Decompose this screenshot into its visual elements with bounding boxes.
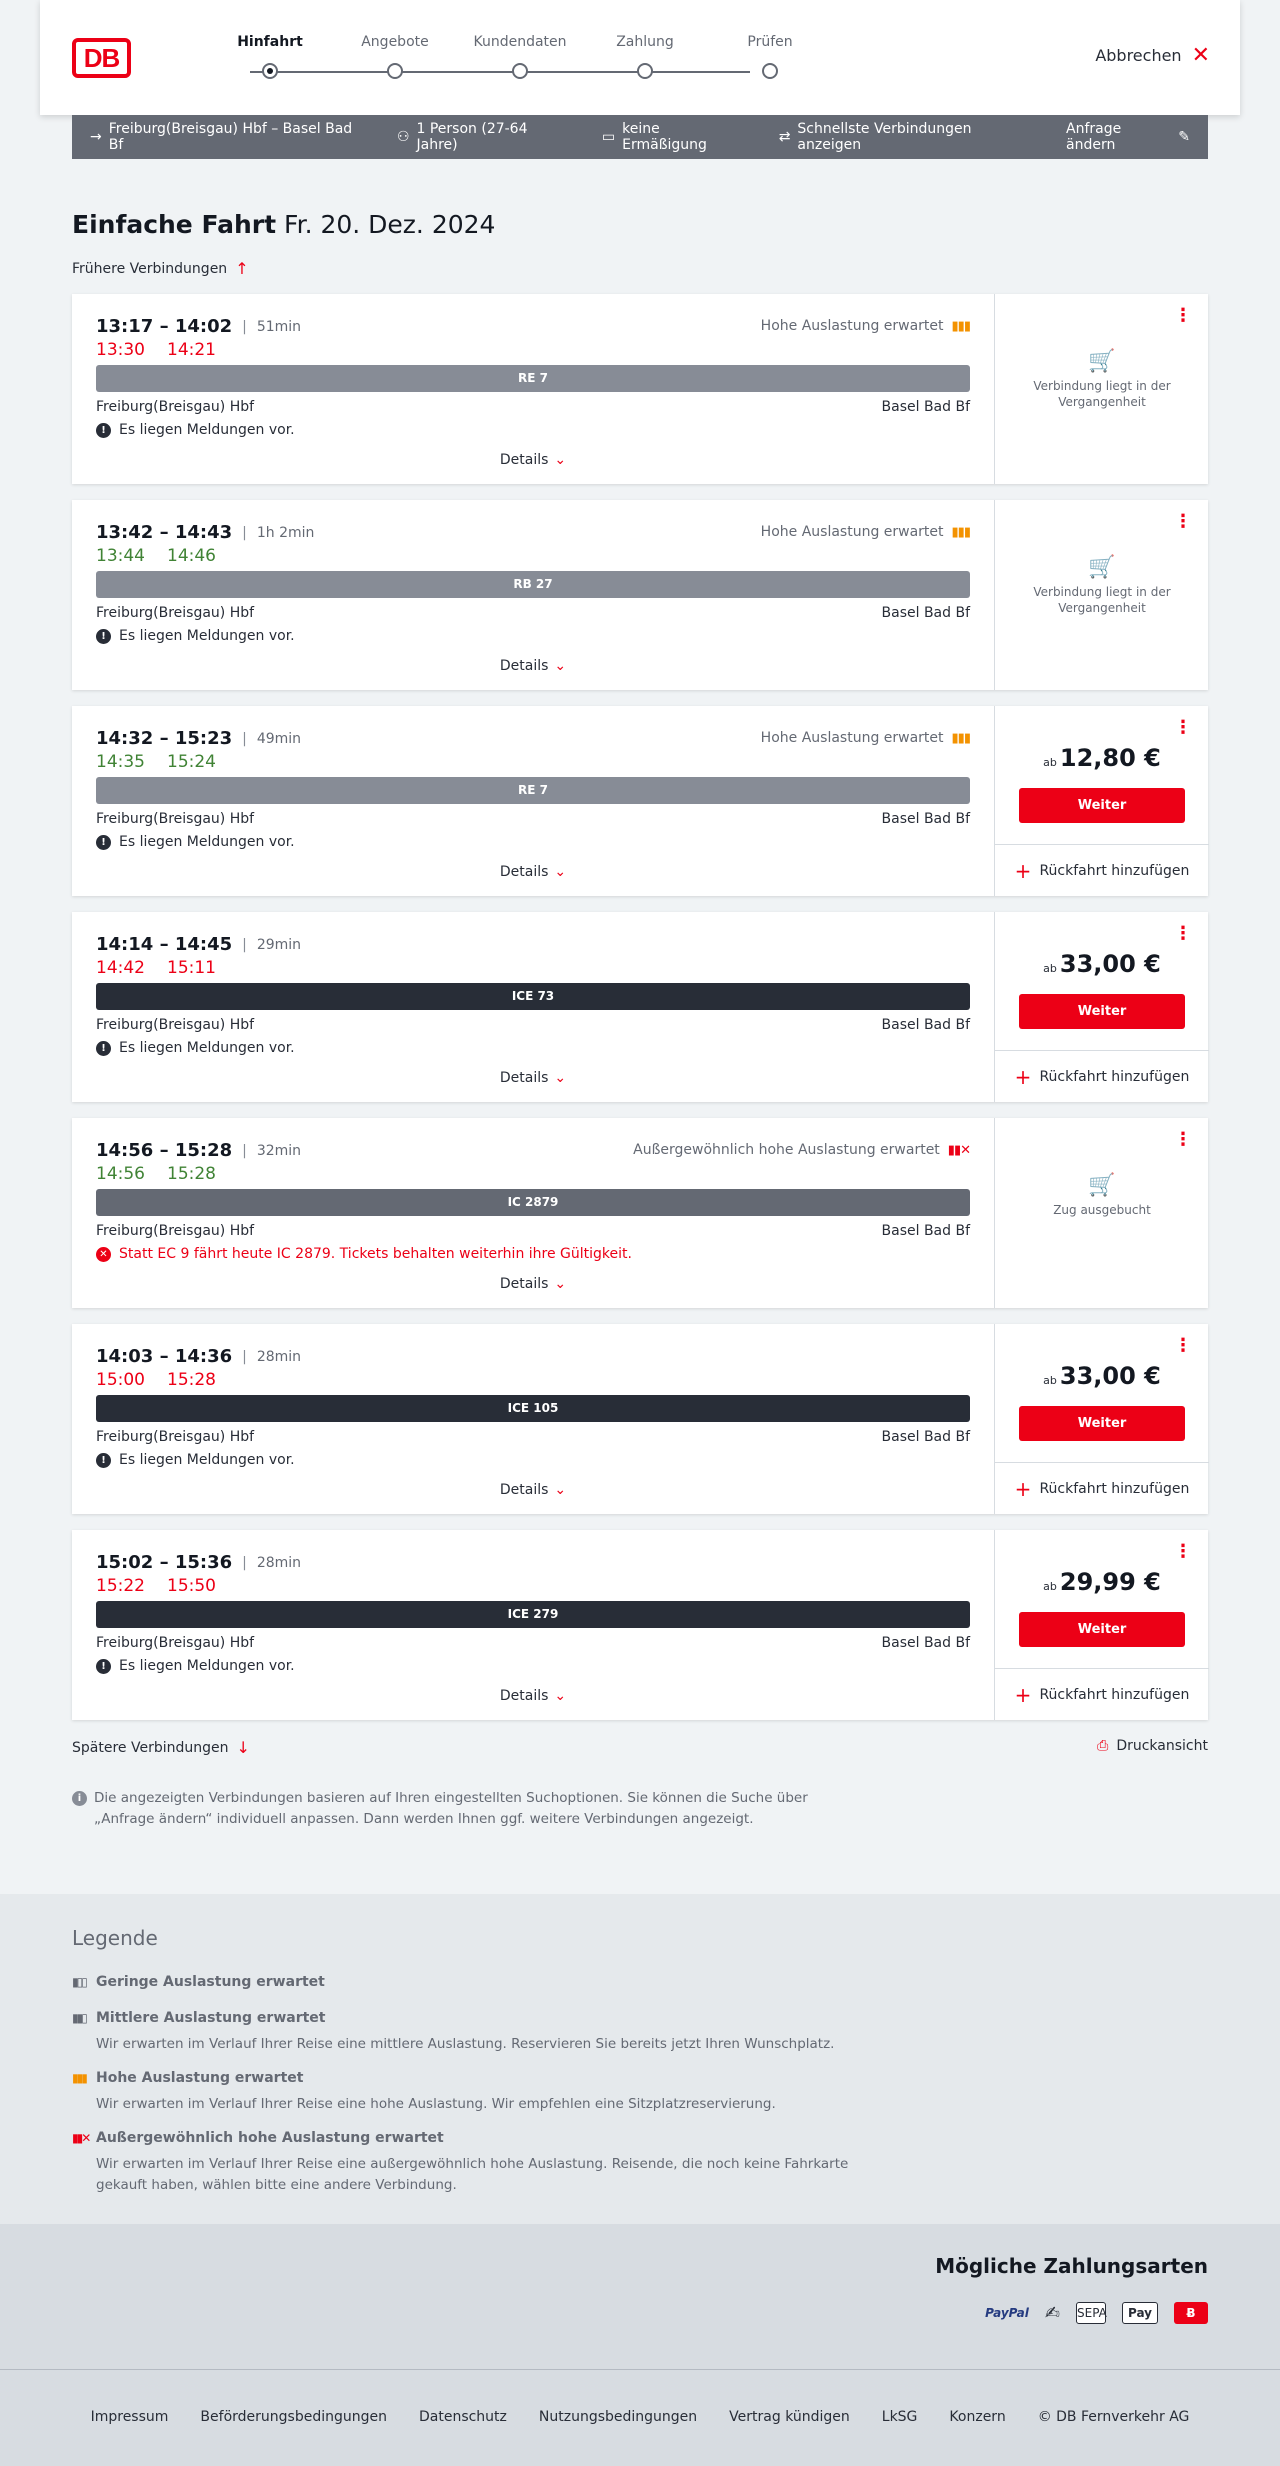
price-prefix: ab	[1043, 1374, 1057, 1387]
unavailable-text: Verbindung liegt in der Vergangenheit	[1033, 379, 1171, 409]
traveller-summary	[397, 121, 568, 153]
details-label: Details	[499, 1482, 549, 1498]
alert-icon: !	[96, 1453, 111, 1468]
destination-station: Basel Bad Bf	[881, 1429, 970, 1445]
destination-station: Basel Bad Bf	[881, 1223, 970, 1239]
scheduled-times	[96, 728, 301, 749]
connection-card	[72, 912, 1208, 1102]
add-return-label: Rückfahrt hinzufügen	[1039, 1480, 1190, 1497]
scheduled-time-range: 13:42 – 14:43	[96, 522, 233, 543]
connection-info	[72, 706, 994, 896]
occupancy-indicator	[761, 318, 970, 334]
chevron-down-icon: ⌄	[554, 864, 567, 880]
occupancy-extreme-icon: ▮▮✕	[947, 1142, 970, 1158]
add-return-button[interactable]	[995, 1462, 1209, 1514]
scheduled-time-range: 14:14 – 14:45	[96, 934, 233, 955]
step-label: Kundendaten	[473, 34, 567, 50]
more-options-icon[interactable]: ⋮	[1174, 1541, 1192, 1562]
occupancy-text: Hohe Auslastung erwartet	[760, 730, 944, 746]
search-summary-bar	[72, 115, 1208, 159]
offer-panel	[994, 912, 1208, 1102]
pencil-icon: ✎	[1178, 129, 1190, 145]
step-label: Prüfen	[747, 34, 793, 50]
chevron-down-icon: ⌄	[554, 658, 567, 674]
plus-icon: +	[1014, 858, 1032, 883]
plus-icon: +	[1014, 1476, 1032, 1501]
connection-card	[72, 500, 1208, 690]
details-label: Details	[499, 1070, 549, 1086]
step-angebote	[335, 34, 455, 54]
scheduled-times	[96, 1140, 301, 1161]
offer-panel	[994, 1324, 1208, 1514]
realtime-times	[96, 1370, 216, 1390]
fastest-text: Schnellste Verbindungen anzeigen	[797, 121, 972, 153]
details-toggle[interactable]	[72, 1482, 994, 1498]
realtime-departure: 14:42	[96, 958, 145, 978]
connection-info	[72, 294, 994, 484]
legend-title: Legende	[72, 1926, 158, 1950]
legend-item-desc: Wir erwarten im Verlauf Ihrer Reise eine außergewöhnlich hohe Auslastung. Reisende, die noch keine Fahrkarte gekauft haben, wählen bitte eine andere Verbindung.	[96, 2156, 849, 2193]
message-text: Es liegen Meldungen vor.	[119, 834, 295, 850]
step-dot	[762, 63, 778, 79]
legend-item-low	[72, 1974, 852, 1990]
unavailable-note	[995, 555, 1209, 616]
paypal-icon: PayPal	[985, 2306, 1029, 2320]
connection-message	[96, 1658, 295, 1674]
destination-station: Basel Bad Bf	[881, 1017, 970, 1033]
occupancy-indicator	[761, 524, 970, 540]
details-toggle[interactable]	[72, 658, 994, 674]
price-prefix: ab	[1043, 962, 1057, 975]
more-options-icon[interactable]: ⋮	[1174, 305, 1192, 326]
footer-link[interactable]: Impressum	[90, 2409, 169, 2425]
legend	[0, 1894, 1280, 2224]
occupancy-indicator	[633, 1142, 970, 1158]
more-options-icon[interactable]: ⋮	[1174, 511, 1192, 532]
apple-pay-icon: Pay	[1122, 2302, 1158, 2324]
scheduled-times	[96, 1346, 301, 1367]
connection-message	[96, 628, 295, 644]
footer-link[interactable]: Nutzungsbedingungen	[538, 2409, 698, 2425]
stations	[96, 1017, 970, 1033]
price	[995, 1362, 1209, 1390]
add-return-button[interactable]	[995, 1668, 1209, 1720]
stations	[96, 1429, 970, 1445]
destination-station: Basel Bad Bf	[881, 1635, 970, 1651]
later-label: Spätere Verbindungen	[72, 1739, 229, 1756]
footer-links	[0, 2409, 1280, 2425]
details-label: Details	[499, 1688, 549, 1704]
occupancy-text: Hohe Auslastung erwartet	[760, 318, 944, 334]
train-bar: ICE 279	[96, 1601, 970, 1628]
step-hinfahrt	[210, 34, 330, 54]
connection-card	[72, 1530, 1208, 1720]
message-text: Es liegen Meldungen vor.	[119, 1040, 295, 1056]
chevron-down-icon: ⌄	[554, 1070, 567, 1086]
offer-panel	[994, 706, 1208, 896]
traveller-text: 1 Person (27-64 Jahre)	[416, 121, 528, 153]
stations	[96, 811, 970, 827]
scheduled-time-range: 15:02 – 15:36	[96, 1552, 233, 1573]
footer-link[interactable]: Vertrag kündigen	[729, 2409, 850, 2425]
step-label: Zahlung	[616, 34, 674, 50]
realtime-times	[96, 340, 216, 360]
price-prefix: ab	[1043, 1580, 1057, 1593]
offer-panel	[994, 294, 1208, 484]
later-connections-link[interactable]	[72, 1738, 250, 1757]
legend-item-desc: Wir erwarten im Verlauf Ihrer Reise eine hohe Auslastung. Wir empfehlen eine Sitzplatzreservierung.	[96, 2096, 776, 2112]
origin-station: Freiburg(Breisgau) Hbf	[96, 399, 255, 415]
scheduled-times	[96, 1552, 301, 1573]
realtime-arrival: 15:28	[167, 1370, 216, 1390]
scheduled-times	[96, 522, 314, 543]
price-value: 33,00 €	[1059, 1362, 1161, 1390]
occupancy-medium-icon: ▮▮▯	[72, 2011, 86, 2025]
stations	[96, 399, 970, 415]
details-toggle[interactable]	[72, 864, 994, 880]
connection-info	[72, 1324, 994, 1514]
scheduled-times	[96, 316, 301, 337]
price-value: 12,80 €	[1059, 744, 1161, 772]
scheduled-time-range: 13:17 – 14:02	[96, 316, 233, 337]
connection-message	[96, 1246, 632, 1262]
progress-steps	[210, 34, 810, 84]
more-options-icon[interactable]: ⋮	[1174, 923, 1192, 944]
stations	[96, 605, 970, 621]
offer-panel	[994, 500, 1208, 690]
progress-line	[250, 71, 750, 73]
divider: |	[242, 1142, 247, 1159]
footer-link[interactable]: LkSG	[881, 2409, 918, 2425]
realtime-departure: 14:56	[96, 1164, 145, 1184]
edit-request-label: Anfrage ändern	[1066, 121, 1122, 153]
details-toggle[interactable]	[72, 1276, 994, 1292]
stations	[96, 1635, 970, 1651]
step-label: Hinfahrt	[237, 34, 303, 50]
divider: |	[242, 524, 247, 541]
step-dot	[387, 63, 403, 79]
step-dot	[262, 63, 278, 79]
scheduled-time-range: 14:03 – 14:36	[96, 1346, 233, 1367]
plus-icon: +	[1014, 1682, 1032, 1707]
cart-unavailable-icon: 🛒	[1088, 1173, 1116, 1198]
discount-text: keine Ermäßigung	[622, 121, 707, 153]
realtime-times	[96, 546, 216, 566]
message-text: Es liegen Meldungen vor.	[119, 1452, 295, 1468]
unavailable-note	[995, 349, 1209, 410]
realtime-arrival: 15:24	[167, 752, 216, 772]
origin-station: Freiburg(Breisgau) Hbf	[96, 1223, 255, 1239]
footer-link[interactable]: Beförderungsbedingungen	[200, 2409, 387, 2425]
credit-card-icon: ✍	[1044, 2302, 1060, 2324]
scheduled-time-range: 14:32 – 15:23	[96, 728, 233, 749]
train-bar: ICE 73	[96, 983, 970, 1010]
continue-button[interactable]: Weiter	[1019, 1406, 1185, 1441]
occupancy-indicator	[761, 730, 970, 746]
origin-station: Freiburg(Breisgau) Hbf	[96, 1635, 255, 1651]
footer	[0, 2369, 1280, 2466]
realtime-departure: 14:35	[96, 752, 145, 772]
realtime-times	[96, 958, 216, 978]
step-label: Angebote	[361, 34, 429, 50]
step-dot	[637, 63, 653, 79]
legend-item-title: Außergewöhnlich hohe Auslastung erwartet	[96, 2130, 444, 2146]
more-options-icon[interactable]: ⋮	[1174, 717, 1192, 738]
edit-request-button[interactable]	[1066, 121, 1190, 153]
close-icon: ✕	[1191, 42, 1210, 68]
connection-message	[96, 1452, 295, 1468]
price-value: 29,99 €	[1059, 1568, 1161, 1596]
price	[995, 744, 1209, 772]
add-return-button[interactable]	[995, 844, 1209, 896]
swap-icon: ⇄	[778, 129, 791, 145]
unavailable-text: Verbindung liegt in der Vergangenheit	[1033, 585, 1171, 615]
divider: |	[242, 730, 247, 747]
duration: 32min	[256, 1142, 302, 1159]
offer-panel	[994, 1118, 1208, 1308]
legend-head	[72, 2070, 852, 2086]
arrow-down-icon: ↓	[236, 1738, 250, 1757]
card-icon: ▭	[601, 129, 616, 145]
duration: 28min	[256, 1554, 302, 1571]
add-return-label: Rückfahrt hinzufügen	[1039, 1068, 1190, 1085]
info-icon: i	[72, 1791, 87, 1806]
header	[40, 0, 1240, 115]
origin-station: Freiburg(Breisgau) Hbf	[96, 605, 255, 621]
realtime-departure: 15:00	[96, 1370, 145, 1390]
train-bar: ICE 105	[96, 1395, 970, 1422]
connection-card	[72, 294, 1208, 484]
duration: 49min	[256, 730, 302, 747]
payment-title: Mögliche Zahlungsarten	[935, 2254, 1208, 2278]
realtime-departure: 13:44	[96, 546, 145, 566]
price-value: 33,00 €	[1059, 950, 1161, 978]
chevron-down-icon: ⌄	[554, 452, 567, 468]
footer-link[interactable]: Datenschutz	[418, 2409, 507, 2425]
price	[995, 1568, 1209, 1596]
occupancy-text: Hohe Auslastung erwartet	[760, 524, 944, 540]
legend-item-medium	[72, 2010, 852, 2055]
origin-station: Freiburg(Breisgau) Hbf	[96, 811, 255, 827]
destination-station: Basel Bad Bf	[881, 811, 970, 827]
alert-icon: !	[96, 1659, 111, 1674]
step-dot	[512, 63, 528, 79]
realtime-times	[96, 1164, 216, 1184]
legend-head	[72, 2010, 852, 2026]
connection-card	[72, 1324, 1208, 1514]
realtime-arrival: 15:11	[167, 958, 216, 978]
price	[995, 950, 1209, 978]
earlier-connections-link[interactable]	[72, 259, 249, 278]
connection-message	[96, 834, 295, 850]
route-text: Freiburg(Breisgau) Hbf – Basel Bad Bf	[108, 121, 353, 153]
duration: 28min	[256, 1348, 302, 1365]
duration: 29min	[256, 936, 302, 953]
alert-icon: !	[96, 423, 111, 438]
legend-item-extreme	[72, 2130, 852, 2196]
details-toggle[interactable]	[72, 1070, 994, 1086]
details-label: Details	[499, 658, 549, 674]
connection-info	[72, 1118, 994, 1308]
step-pruefen	[710, 34, 830, 54]
details-toggle[interactable]	[72, 452, 994, 468]
realtime-arrival: 14:21	[167, 340, 216, 360]
legend-item-title: Hohe Auslastung erwartet	[96, 2070, 304, 2086]
details-label: Details	[499, 452, 549, 468]
connection-info	[72, 912, 994, 1102]
connection-info	[72, 500, 994, 690]
occupancy-high-icon: ▮▮▮	[951, 318, 970, 334]
payment-icons	[985, 2302, 1208, 2324]
connection-card	[72, 1118, 1208, 1308]
origin-station: Freiburg(Breisgau) Hbf	[96, 1429, 255, 1445]
occupancy-low-icon: ▮▯▯	[72, 1975, 86, 1989]
add-return-label: Rückfahrt hinzufügen	[1039, 862, 1190, 879]
cancel-button[interactable]	[1095, 42, 1210, 68]
details-label: Details	[499, 864, 549, 880]
scheduled-time-range: 14:56 – 15:28	[96, 1140, 233, 1161]
train-bar: RE 7	[96, 777, 970, 804]
price-prefix: ab	[1043, 756, 1057, 769]
realtime-times	[96, 1576, 216, 1596]
printer-icon: ⎙	[1097, 1738, 1109, 1754]
route-summary	[90, 121, 363, 153]
cart-unavailable-icon: 🛒	[1088, 349, 1116, 374]
db-logo[interactable]: DB	[72, 38, 131, 78]
legend-item-desc: Wir erwarten im Verlauf Ihrer Reise eine mittlere Auslastung. Reservieren Sie bereits jetzt Ihren Wunschplatz.	[96, 2036, 835, 2052]
scheduled-times	[96, 934, 301, 955]
unavailable-text: Zug ausgebucht	[1053, 1203, 1151, 1217]
connection-card	[72, 706, 1208, 896]
details-toggle[interactable]	[72, 1688, 994, 1704]
realtime-arrival: 15:50	[167, 1576, 216, 1596]
connection-message	[96, 1040, 295, 1056]
divider: |	[242, 936, 247, 953]
realtime-arrival: 15:28	[167, 1164, 216, 1184]
occupancy-high-icon: ▮▮▮	[951, 730, 970, 746]
legend-item-title: Mittlere Auslastung erwartet	[96, 2010, 326, 2026]
print-view-link[interactable]	[1097, 1738, 1208, 1754]
train-bar: RE 7	[96, 365, 970, 392]
divider: |	[242, 318, 247, 335]
footer-link: © DB Fernverkehr AG	[1037, 2409, 1190, 2425]
details-label: Details	[499, 1276, 549, 1292]
realtime-times	[96, 752, 216, 772]
arrow-right-icon: →	[90, 129, 102, 145]
occupancy-extreme-icon: ▮▮✕	[72, 2131, 90, 2145]
occupancy-high-icon: ▮▮▮	[951, 524, 970, 540]
legend-item-title: Geringe Auslastung erwartet	[96, 1974, 325, 1990]
fastest-option	[779, 121, 1032, 153]
more-options-icon[interactable]: ⋮	[1174, 1335, 1192, 1356]
connection-info	[72, 1530, 994, 1720]
divider: |	[242, 1348, 247, 1365]
error-icon: ✕	[96, 1247, 111, 1262]
divider: |	[242, 1554, 247, 1571]
person-icon: ⚇	[396, 129, 410, 145]
step-kundendaten	[460, 34, 580, 54]
destination-station: Basel Bad Bf	[881, 399, 970, 415]
realtime-departure: 13:30	[96, 340, 145, 360]
train-bar: IC 2879	[96, 1189, 970, 1216]
destination-station: Basel Bad Bf	[881, 605, 970, 621]
message-text: Es liegen Meldungen vor.	[119, 422, 295, 438]
legend-head	[72, 1974, 852, 1990]
message-text: Statt EC 9 fährt heute IC 2879. Tickets behalten weiterhin ihre Gültigkeit.	[119, 1246, 632, 1262]
chevron-down-icon: ⌄	[554, 1276, 567, 1292]
stations	[96, 1223, 970, 1239]
chevron-down-icon: ⌄	[554, 1482, 567, 1498]
print-label: Druckansicht	[1116, 1738, 1208, 1754]
unavailable-note	[995, 1173, 1209, 1218]
add-return-button[interactable]	[995, 1050, 1209, 1102]
chevron-down-icon: ⌄	[554, 1688, 567, 1704]
continue-button[interactable]: Weiter	[1019, 788, 1185, 823]
occupancy-text: Außergewöhnlich hohe Auslastung erwartet	[633, 1142, 940, 1158]
duration: 1h 2min	[256, 524, 315, 541]
page-title	[72, 210, 495, 239]
occupancy-high-icon: ▮▮▮	[72, 2071, 86, 2085]
cart-unavailable-icon: 🛒	[1088, 555, 1116, 580]
add-return-label: Rückfahrt hinzufügen	[1039, 1686, 1190, 1703]
cancel-label: Abbrechen	[1095, 46, 1182, 65]
note-text: Die angezeigten Verbindungen basieren auf Ihren eingestellten Suchoptionen. Sie können die Suche über „Anfrage ändern“ individuell anpassen. Dann werden Ihnen ggf. weitere Verbindungen angezeigt.	[94, 1790, 808, 1827]
message-text: Es liegen Meldungen vor.	[119, 1658, 295, 1674]
realtime-departure: 15:22	[96, 1576, 145, 1596]
more-options-icon[interactable]: ⋮	[1174, 1129, 1192, 1150]
step-zahlung	[585, 34, 705, 54]
db-pay-icon: Ƀ	[1174, 2302, 1208, 2324]
trip-type: Einfache Fahrt	[72, 210, 277, 239]
train-bar: RB 27	[96, 571, 970, 598]
alert-icon: !	[96, 1041, 111, 1056]
duration: 51min	[256, 318, 302, 335]
earlier-label: Frühere Verbindungen	[72, 260, 228, 277]
connection-message	[96, 422, 295, 438]
legend-head	[72, 2130, 852, 2146]
trip-date: Fr. 20. Dez. 2024	[284, 210, 496, 239]
sepa-icon: SEPA	[1076, 2302, 1106, 2324]
offer-panel	[994, 1530, 1208, 1720]
origin-station: Freiburg(Breisgau) Hbf	[96, 1017, 255, 1033]
plus-icon: +	[1014, 1064, 1032, 1089]
footer-link[interactable]: Konzern	[949, 2409, 1006, 2425]
arrow-up-icon: ↑	[235, 259, 249, 278]
legend-item-high	[72, 2070, 852, 2115]
continue-button[interactable]: Weiter	[1019, 1612, 1185, 1647]
realtime-arrival: 14:46	[167, 546, 216, 566]
continue-button[interactable]: Weiter	[1019, 994, 1185, 1029]
search-note	[72, 1788, 852, 1830]
discount-summary	[602, 121, 745, 153]
alert-icon: !	[96, 629, 111, 644]
alert-icon: !	[96, 835, 111, 850]
payment-methods	[0, 2224, 1280, 2369]
message-text: Es liegen Meldungen vor.	[119, 628, 295, 644]
